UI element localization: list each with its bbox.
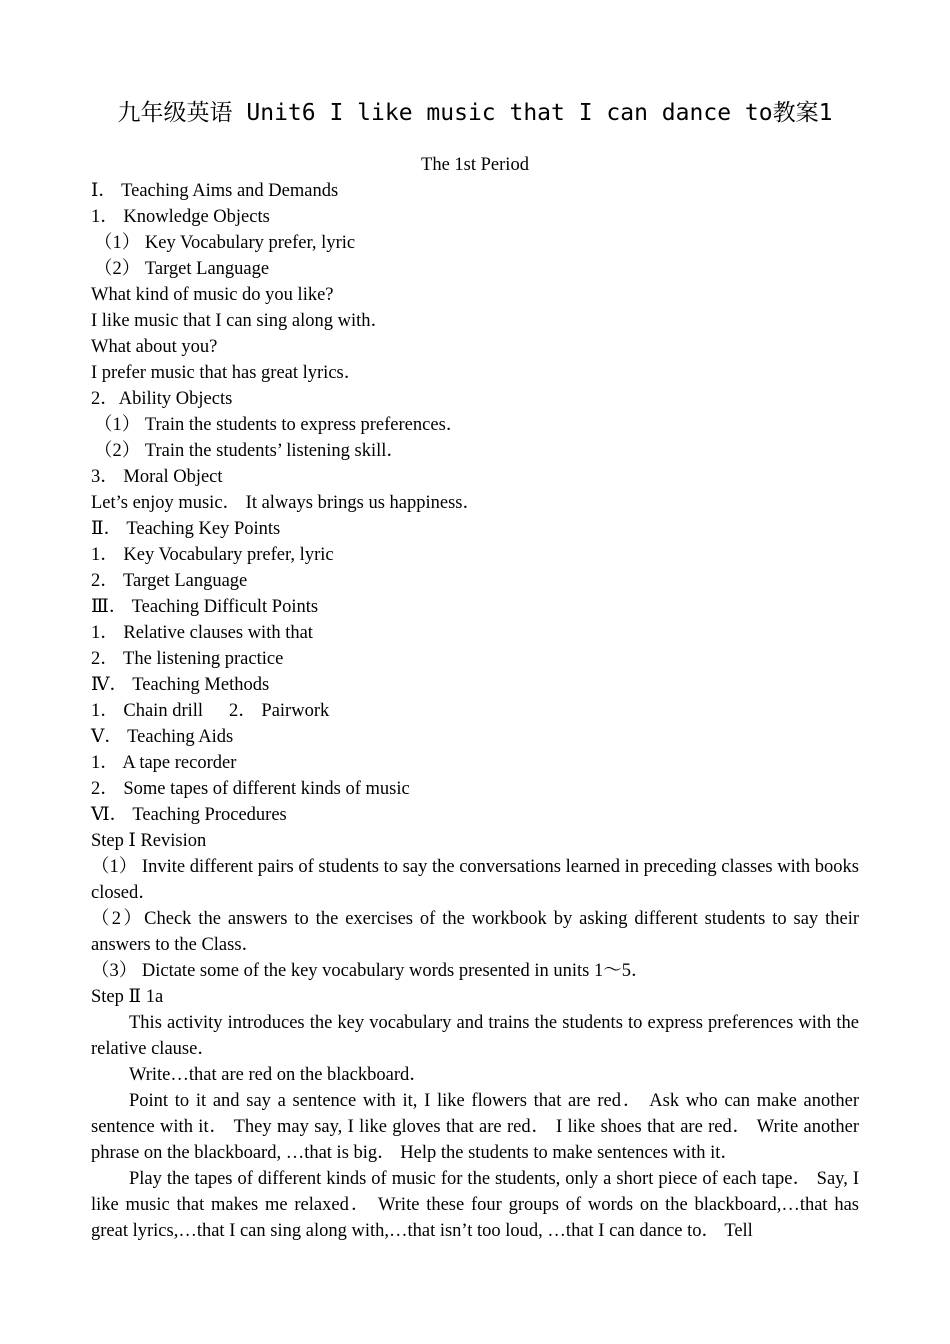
text-line: I prefer music that has great lyrics． [91,363,363,383]
step-heading: Step Ⅱ 1a [91,987,164,1007]
text-line: I like music that I can sing along with． [91,311,389,331]
list-item: 1． Key Vocabulary prefer, lyric [91,545,334,565]
text-line: What kind of music do you like? [91,285,334,305]
paragraph: （2）Check the answers to the exercises of the workbook by asking different students to say their answers to the Class． [91,909,859,955]
list-item: 1． Relative clauses with that [91,623,313,643]
text-line: Write…that are red on the blackboard． [129,1065,428,1085]
paragraph: Play the tapes of different kinds of music for the students, only a short piece of each tape． Say, I like music that makes me relaxed． Write these four groups of words on the blackboard,…that has great lyrics,…that I can sing along with,…that isn’t too loud, …that I can dance to． Tell [91,1169,859,1241]
list-item: 1． A tape recorder [91,753,237,773]
subsection-heading: 1． Knowledge Objects [91,207,270,227]
list-item: （2） Target Language [94,259,270,279]
paragraph: （1） Invite different pairs of students to say the conversations learned in preceding classes with books closed． [91,857,859,903]
list-item: （1） Train the students to express preferences． [94,415,465,435]
method-pairwork: 2． Pairwork [229,701,330,721]
section-heading: Ⅳ． Teaching Methods [91,675,270,695]
text-line: What about you? [91,337,218,357]
paragraph: This activity introduces the key vocabulary and trains the students to express preferences with the relative clause． [91,1013,859,1059]
section-heading: Ⅱ． Teaching Key Points [91,519,281,539]
list-item [91,698,859,724]
subsection-heading: 3． Moral Object [91,467,223,487]
method-chain-drill: 1． Chain drill [91,701,204,721]
section-heading: Ⅵ． Teaching Procedures [91,805,287,825]
document-title: 九年级英语 Unit6 I like music that I can dance to教案1 [117,100,833,126]
step-heading: Step Ⅰ Revision [91,831,207,851]
list-item: 2． Some tapes of different kinds of music [91,779,410,799]
paragraph: Point to it and say a sentence with it, I like flowers that are red． Ask who can make another sentence with it． They may say, I like gloves that are red． I like shoes that are red． Write another phrase on the blackboard, …that is big． Help the students to make sentences with it． [91,1091,859,1163]
period-heading: The 1st Period [421,155,529,175]
section-heading: Ⅰ． Teaching Aims and Demands [91,181,339,201]
list-item: 2． Target Language [91,571,248,591]
list-item: （3） Dictate some of the key vocabulary words presented in units 1～5． [91,961,650,981]
section-heading: Ⅴ． Teaching Aids [91,727,234,747]
document-body [91,178,859,1244]
subsection-heading: 2．Ability Objects [91,389,233,409]
text-line: Let’s enjoy music． It always brings us happiness． [91,493,481,513]
list-item: 2． The listening practice [91,649,284,669]
section-heading: Ⅲ． Teaching Difficult Points [91,597,319,617]
list-item: （2） Train the students’ listening skill． [94,441,405,461]
list-item: （1） Key Vocabulary prefer, lyric [94,233,356,253]
